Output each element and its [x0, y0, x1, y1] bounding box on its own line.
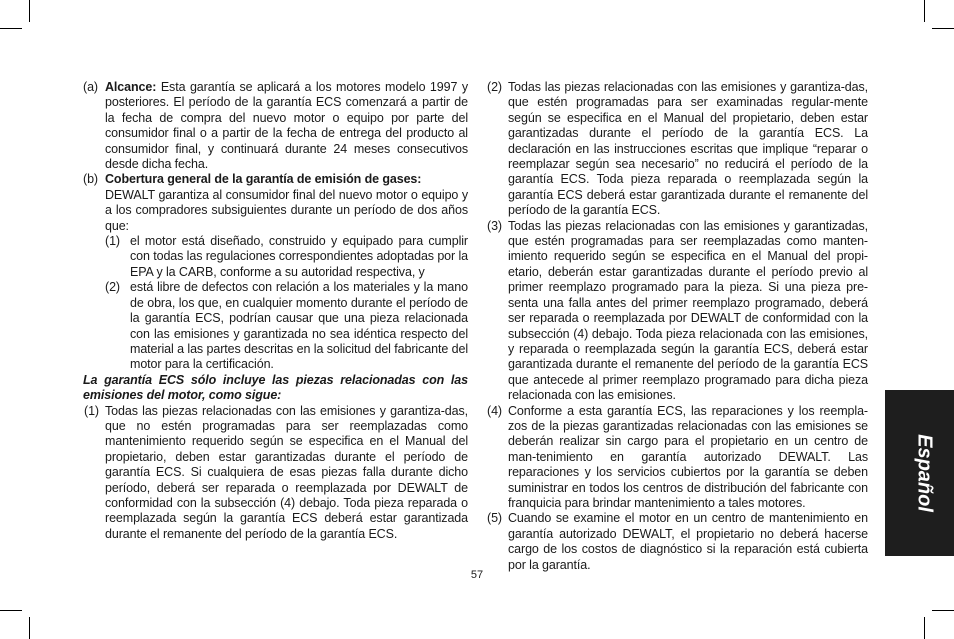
coverage-item-2-text: Todas las piezas relacionadas con las emisiones y garantiza-das, que estén programadas para ser examinadas regular-mente según se especifica en el Manual del propietario, deben estar garantizadas durante el período de la garantía ECS. La declaración en las instrucciones escritas que implique “reparar o reemplazar según sea necesario” no reducirá el período de la garantía ECS. Toda pieza reparada o reemplazada según la garantía ECS deberá estar garantizada durante el remanente del período de la garantía ECS.	[508, 80, 868, 218]
section-a-number: (a)	[83, 80, 98, 94]
section-b-item-1-text: el motor está diseñado, construido y equipado para cumplir con todas las regulaciones correspondientes adoptadas por la EPA y la CARB, conforme a su autoridad respectiva, y	[130, 234, 468, 279]
coverage-item-3-text: Todas las piezas relacionadas con las emisiones y garantizadas, que estén programadas para ser reemplazadas como manten-imiento requerido según se especifica en el Manual del propi-etario, deberán estar garantizadas durante el período previo al primer reemplazo programado para la pieza. Si una pieza pre-senta una falla antes del primer reemplazo programado, deberá ser reparada o reemplazada por DEWALT de conformidad con la subsección (4) debajo. Toda pieza relacionada con las emisiones, y reparada o reemplazada según la garantía ECS, deberá estar garantizada durante el remanente del período de la garantía ECS que antecede al primer reemplazo programado para dicha pieza relacionada con las emisiones.	[508, 218, 868, 403]
coverage-heading: La garantía ECS sólo incluye las piezas relacionadas con las emisiones del motor, como sigue:	[83, 372, 468, 403]
crop-mark-tl-h	[0, 28, 22, 29]
section-b-item-2-number: (2)	[105, 280, 120, 295]
section-b-title: Cobertura general de la garantía de emisión de gases:	[105, 172, 422, 187]
section-a	[83, 80, 468, 172]
coverage-item-5-number: (5)	[487, 511, 502, 526]
section-b	[83, 172, 468, 234]
coverage-item-1-number: (1)	[84, 403, 99, 418]
coverage-item-5-text: Cuando se examine el motor en un centro de mantenimiento en garantía autorizado DEWALT, el propietario no deberá hacerse cargo de los costos de diagnóstico si la reparación está cubierta por la garantía.	[508, 511, 868, 572]
section-b-item-2	[105, 280, 468, 372]
coverage-item-5	[487, 511, 868, 573]
coverage-item-4-text: Conforme a esta garantía ECS, las reparaciones y los reempla-zos de la piezas garantizadas relacionadas con las emisiones se deberán realizar sin cargo para el propietario en un centro de man-tenimiento en garantía autorizado DEWALT. Las reparaciones y los servicios cubiertos por la garantía se deben suministrar en todos los centros de distribución del fabricante con franquicia para brindar mantenimiento a tales motores.	[508, 403, 868, 510]
crop-mark-br-v	[924, 617, 925, 639]
crop-mark-bl-h	[0, 610, 22, 611]
coverage-item-3	[487, 219, 868, 404]
coverage-item-2-number: (2)	[487, 80, 502, 94]
coverage-item-2	[487, 80, 868, 219]
section-b-text: DEWALT garantiza al consumidor final del nuevo motor o equipo y a los compradores subsiguientes durante un período de dos años que:	[105, 187, 468, 233]
page-number: 57	[470, 569, 484, 581]
coverage-item-4-number: (4)	[487, 403, 502, 418]
section-b-item-2-text: está libre de defectos con relación a los materiales y la mano de obra, los que, en cualquier momento durante el período de la garantía ECS, podrían causar que una pieza relacionada con las emisiones y garantizada no sea idéntica respecto del material a las partes descritas en la solicitud del fabricante del motor para la certificación.	[130, 280, 468, 372]
section-b-body	[105, 172, 468, 234]
crop-mark-tl-v	[29, 0, 30, 22]
crop-mark-br-h	[932, 610, 954, 611]
section-b-number: (b)	[83, 172, 98, 187]
coverage-item-1-text: Todas las piezas relacionadas con las emisiones y garantiza-das, que no estén programadas para ser reemplazadas como mantenimiento requerido según se especifica en el Manual del propietario, deben estar garantizadas durante el período de garantía ECS. Si cualquiera de esas piezas falla durante dicho período, deberá ser reparada o reemplazada por DEWALT de conformidad con la subsección (4) debajo. Toda pieza reparada o reemplazada según la garantía ECS deberá estar garantizada durante el remanente del período de la garantía ECS.	[105, 403, 468, 541]
coverage-item-1	[84, 404, 468, 543]
section-b-item-1	[105, 234, 468, 280]
left-column	[83, 80, 468, 542]
coverage-item-4	[487, 404, 868, 512]
section-a-text: Esta garantía se aplicará a los motores modelo 1997 y posteriores. El período de la garantía ECS comenzará a partir de la fecha de compra del nuevo motor o equipo por parte del consumidor final o a partir de la fecha de entrega del producto al consumidor final, y continuará durante 24 meses consecutivos desde dicha fecha.	[105, 80, 468, 172]
crop-mark-bl-v	[29, 617, 30, 639]
crop-mark-tr-v	[924, 0, 925, 22]
crop-mark-tr-h	[932, 28, 954, 29]
coverage-item-3-number: (3)	[487, 218, 502, 233]
section-a-body	[105, 80, 468, 172]
section-b-item-1-number: (1)	[105, 234, 120, 249]
right-column	[487, 80, 868, 573]
section-a-title: Alcance:	[105, 80, 157, 94]
language-tab-label: Español	[913, 434, 936, 512]
